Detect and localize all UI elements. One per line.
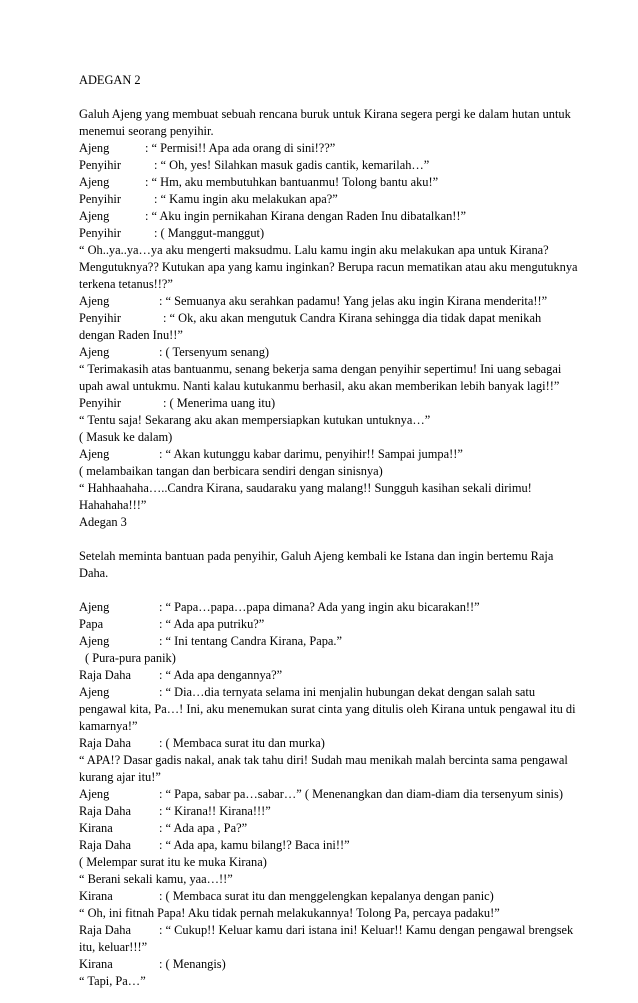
dialogue-line xyxy=(79,803,579,820)
line-text: : ( Membaca surat itu dan menggelengkan kepalanya dengan panic) xyxy=(159,889,494,903)
line-text: : ( Menangis) xyxy=(159,957,226,971)
speaker: Ajeng xyxy=(79,447,110,461)
dialogue-line xyxy=(79,820,579,837)
speaker: Ajeng xyxy=(79,141,110,155)
narration: “ Tapi, Pa…” xyxy=(79,974,146,988)
speaker: Ajeng xyxy=(79,209,110,223)
line-text: : “ Dia…dia ternyata selama ini menjalin hubungan dekat dengan salah satu pengawal kita, Pa…! Ini, aku menemukan surat cinta yang ditulis oleh Kirana untuk pengawal itu di kamarnya!” xyxy=(79,685,576,733)
line-text: : ( Tersenyum senang) xyxy=(159,345,270,359)
line-text: : “ Permisi!! Apa ada orang di sini!??” xyxy=(145,141,336,155)
dialogue-line xyxy=(79,157,579,174)
scene-title: ADEGAN 2 xyxy=(79,73,141,87)
dialogue-line xyxy=(79,446,579,463)
speaker: Penyihir xyxy=(79,226,121,240)
scene-title: Adegan 3 xyxy=(79,515,127,529)
speaker: Ajeng xyxy=(79,345,110,359)
dialogue-line xyxy=(79,888,579,905)
dialogue-line xyxy=(79,837,579,854)
speaker: Ajeng xyxy=(79,294,110,308)
line-text: : “ Semuanya aku serahkan padamu! Yang jelas aku ingin Kirana menderita!!” xyxy=(159,294,548,308)
line-text: : “ Ok, aku akan mengutuk Candra Kirana sehingga dia tidak dapat menikah dengan Raden Inu!!” xyxy=(79,311,542,342)
stage-direction: ( Melempar surat itu ke muka Kirana) xyxy=(79,855,267,869)
scene-intro: Galuh Ajeng yang membuat sebuah rencana buruk untuk Kirana segera pergi ke dalam hutan untuk menemui seorang penyihir. xyxy=(79,107,571,138)
stage-direction: ( melambaikan tangan dan berbicara sendiri dengan sinisnya) xyxy=(79,464,383,478)
dialogue-line xyxy=(79,684,579,735)
stage-direction: ( Masuk ke dalam) xyxy=(79,430,173,444)
narration: “ Oh..ya..ya…ya aku mengerti maksudmu. Lalu kamu ingin aku melakukan apa untuk Kirana? Mengutuknya?? Kutukan apa yang kamu inginkan? Berupa racun mematikan atau aku mengutuknya terkena tetanus!!?” xyxy=(79,243,578,291)
speaker: Papa xyxy=(79,617,104,631)
speaker: Raja Daha xyxy=(79,923,131,937)
speaker: Penyihir xyxy=(79,192,121,206)
narration: “ Hahhaahaha…..Candra Kirana, saudaraku yang malang!! Sungguh kasihan sekali dirimu! Hahahaha!!!” xyxy=(79,481,532,512)
speaker: Ajeng xyxy=(79,175,110,189)
line-text: : “ Papa, sabar pa…sabar…” ( Menenangkan dan diam-diam dia tersenyum sinis) xyxy=(159,787,563,801)
speaker: Ajeng xyxy=(79,600,110,614)
line-text: : “ Ada apa dengannya?” xyxy=(159,668,283,682)
line-text: : “ Ini tentang Candra Kirana, Papa.” xyxy=(159,634,343,648)
speaker: Ajeng xyxy=(79,634,110,648)
dialogue-line xyxy=(79,735,579,752)
dialogue-line xyxy=(79,956,579,973)
speaker: Raja Daha xyxy=(79,736,131,750)
speaker: Raja Daha xyxy=(79,804,131,818)
dialogue-line xyxy=(79,344,579,361)
speaker: Raja Daha xyxy=(79,838,131,852)
speaker: Kirana xyxy=(79,821,113,835)
line-text: : “ Ada apa, kamu bilang!? Baca ini!!” xyxy=(159,838,350,852)
narration: “ Berani sekali kamu, yaa…!!” xyxy=(79,872,233,886)
line-text: : “ Aku ingin pernikahan Kirana dengan Raden Inu dibatalkan!!” xyxy=(145,209,467,223)
narration: “ Tentu saja! Sekarang aku akan mempersiapkan kutukan untuknya…” xyxy=(79,413,431,427)
speaker: Penyihir xyxy=(79,311,121,325)
line-text: : “ Papa…papa…papa dimana? Ada yang ingin aku bicarakan!!” xyxy=(159,600,480,614)
line-text: : “ Hm, aku membutuhkan bantuanmu! Tolong bantu aku!” xyxy=(145,175,439,189)
dialogue-line xyxy=(79,191,579,208)
line-text: : ( Menerima uang itu) xyxy=(163,396,276,410)
line-text: : ( Manggut-manggut) xyxy=(154,226,265,240)
line-text: : “ Akan kutunggu kabar darimu, penyihir!! Sampai jumpa!!” xyxy=(159,447,463,461)
line-text: : “ Ada apa , Pa?” xyxy=(159,821,248,835)
line-text: : “ Oh, yes! Silahkan masuk gadis cantik, kemarilah…” xyxy=(154,158,430,172)
speaker: Penyihir xyxy=(79,158,121,172)
speaker: Ajeng xyxy=(79,787,110,801)
line-text: : “ Kamu ingin aku melakukan apa?” xyxy=(154,192,338,206)
speaker: Penyihir xyxy=(79,396,121,410)
narration: “ Terimakasih atas bantuanmu, senang bekerja sama dengan penyihir sepertimu! Ini uang sebagai upah awal untukmu. Nanti kalau kutukanmu berhasil, aku akan memberikan lebih banyak lagi!!” xyxy=(79,362,562,393)
dialogue-line xyxy=(79,922,579,956)
script-body xyxy=(79,72,579,990)
speaker: Kirana xyxy=(79,957,113,971)
dialogue-line xyxy=(79,174,579,191)
dialogue-line xyxy=(79,225,579,242)
line-text: : “ Cukup!! Keluar kamu dari istana ini! Keluar!! Kamu dengan pengawal brengsek itu, keluar!!!” xyxy=(79,923,574,954)
dialogue-line xyxy=(79,786,579,803)
dialogue-line xyxy=(79,293,579,310)
dialogue-line xyxy=(79,310,579,344)
dialogue-line xyxy=(79,140,579,157)
speaker: Kirana xyxy=(79,889,113,903)
line-text: : ( Membaca surat itu dan murka) xyxy=(159,736,325,750)
dialogue-line xyxy=(79,667,579,684)
speaker: Raja Daha xyxy=(79,668,131,682)
line-text: : “ Kirana!! Kirana!!!” xyxy=(159,804,271,818)
scene-intro: Setelah meminta bantuan pada penyihir, Galuh Ajeng kembali ke Istana dan ingin bertemu Raja Daha. xyxy=(79,549,554,580)
narration: “ APA!? Dasar gadis nakal, anak tak tahu diri! Sudah mau menikah malah bercinta sama pengawal kurang ajar itu!” xyxy=(79,753,568,784)
stage-direction: ( Pura-pura panik) xyxy=(85,651,176,665)
speaker: Ajeng xyxy=(79,685,110,699)
dialogue-line xyxy=(79,633,579,650)
dialogue-line xyxy=(79,616,579,633)
dialogue-line xyxy=(79,208,579,225)
narration: “ Oh, ini fitnah Papa! Aku tidak pernah melakukannya! Tolong Pa, percaya padaku!” xyxy=(79,906,500,920)
dialogue-line xyxy=(79,599,579,616)
dialogue-line xyxy=(79,395,579,412)
line-text: : “ Ada apa putriku?” xyxy=(159,617,265,631)
